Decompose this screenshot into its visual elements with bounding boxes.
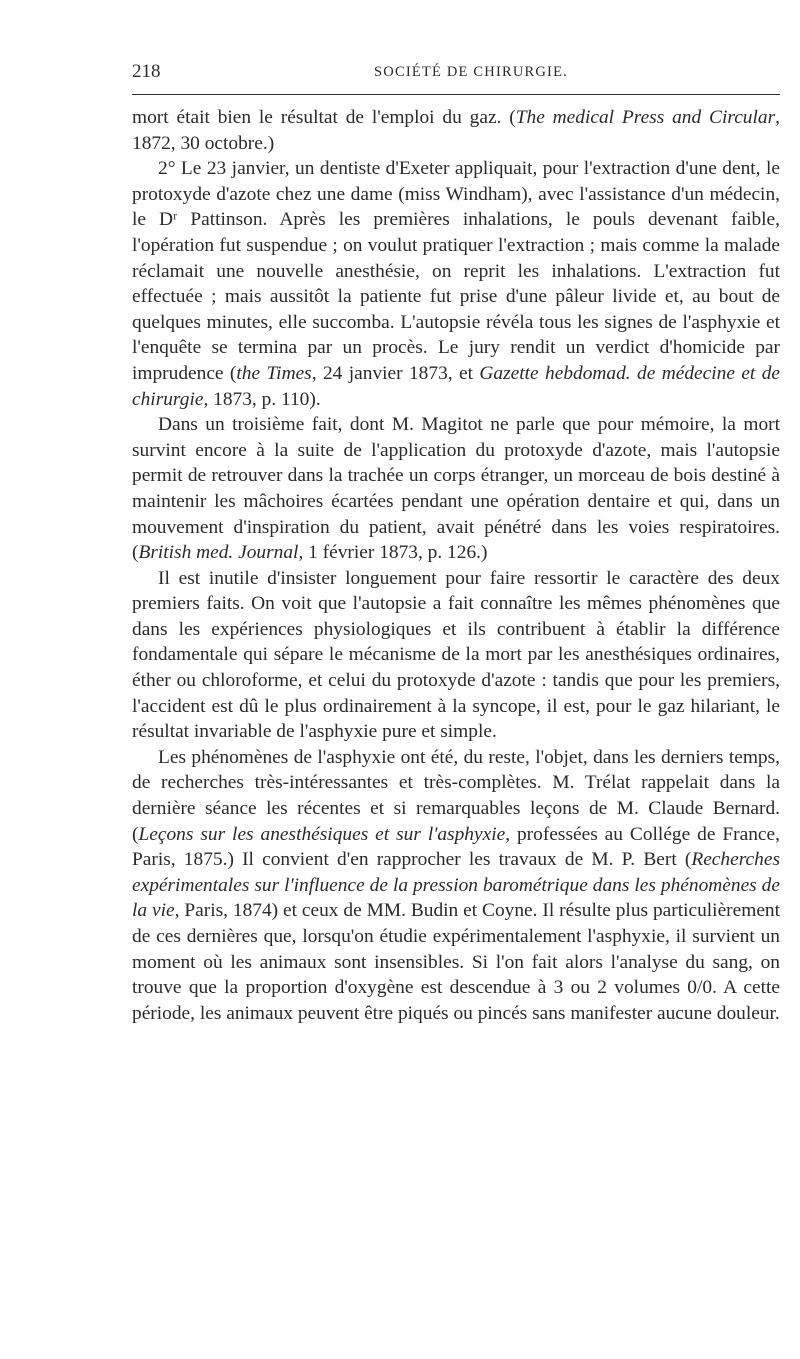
paragraph-text: , 1 février 1873, p. 126.): [298, 542, 488, 564]
paragraph-text: Dans un troisième fait, dont M. Magitot ne parle que pour mémoire, la mort survint encore à la suite de l'application du protoxyde d'azote, mais l'autopsie permit de retrouver dans la trachée un corps étranger, un morceau de bois destiné à maintenir les mâchoires écartées pendant une opération dentaire et qui, dans un mouvement d'inspiration du patient, avait pénétré dans les voies respiratoires. (: [132, 414, 780, 564]
paragraph-text: mort était bien le résultat de l'emploi du gaz. (: [132, 107, 516, 128]
paragraph-text: 2° Le 23 janvier, un dentiste d'Exeter appliquait, pour l'extraction d'une dent, le protoxyde d'azote chez une dame (miss Windham), avec l'assistance d'un médecin, le Dʳ Pattinson. Après les premières inhalations, le pouls devenant faible, l'opération fut suspendue ; on voulut pratiquer l'extraction ; mais comme la malade réclamait une nouvelle anesthésie, on reprit les inhalations. L'extraction fut effectuée ; mais aussitôt la patiente fut prise d'une pâleur livide et, au bout de quelques minutes, elle succomba. L'autopsie révéla tous les signes de l'asphyxie et l'enquête se termina par un procès. Le jury rendit un verdict d'homicide par imprudence (: [132, 158, 780, 384]
citation-title: British med. Journal: [138, 542, 299, 564]
paragraph: [132, 105, 780, 156]
running-title: SOCIÉTÉ DE CHIRURGIE.: [374, 64, 568, 80]
paragraph-text: Les phénomènes de l'asphyxie ont été, du reste, l'objet, dans les derniers temps, de recherches très-intéressantes et très-complètes. M. Trélat rappelait dans la dernière séance les récentes et si remarquables leçons de M. Claude Bernard. (: [132, 746, 780, 845]
citation-title: Recherches expérimentales sur l'influence de la pression barométrique dans les phénomènes de la vie: [132, 849, 780, 922]
citation-title: the Times: [236, 362, 312, 384]
page-header: [132, 58, 780, 86]
paragraph-text: , professées au Collége de France, Paris, 1875.) Il convient d'en rapprocher les travaux de M. P. Bert (: [132, 823, 780, 871]
citation-title: Gazette hebdomad. de médecine et de chirurgie: [132, 362, 781, 410]
citation-title: Leçons sur les anesthésiques et sur l'asphyxie: [138, 823, 506, 845]
paragraph: [132, 156, 780, 412]
book-page: [132, 58, 780, 1026]
header-rule: [132, 94, 780, 95]
paragraph-text: , 1873, p. 110).: [203, 388, 321, 410]
paragraph-text: , 24 janvier 1873, et: [311, 362, 480, 384]
paragraph-text: , Paris, 1874) et ceux de MM. Budin et Coyne. Il résulte plus particulièrement de ces dernières que, lorsqu'on étudie expérimentalement l'asphyxie, il survient un moment où les animaux sont insensibles. Si l'on fait alors l'analyse du sang, on trouve que la proportion d'oxygène est descendue à 3 ou 2 volumes 0/0. A cette période, les animaux peuvent être piqués ou pincés sans manifester aucune douleur.: [132, 900, 781, 1024]
paragraph-text: Il est inutile d'insister longuement pour faire ressortir le caractère des deux premiers faits. On voit que l'autopsie a fait connaître les mêmes phénomènes que dans les expériences physiologiques et ils contribuent à établir la différence fondamentale qui sépare le mécanisme de la mort par les anesthésiques ordinaires, éther ou chloroforme, et celui du protoxyde d'azote : tandis que pour les premiers, l'accident est dû le plus ordinairement à la syncope, il est, pour le gaz hilariant, le résultat invariable de l'asphyxie pure et simple.: [132, 567, 780, 743]
paragraph-text: , 1872, 30 octobre.): [132, 107, 780, 154]
paragraph: [132, 566, 780, 745]
body-text: [132, 105, 780, 1026]
paragraph: [132, 745, 780, 1027]
citation-title: The medical Press and Circular: [515, 107, 776, 128]
paragraph: [132, 412, 780, 566]
page-number: 218: [132, 61, 161, 82]
